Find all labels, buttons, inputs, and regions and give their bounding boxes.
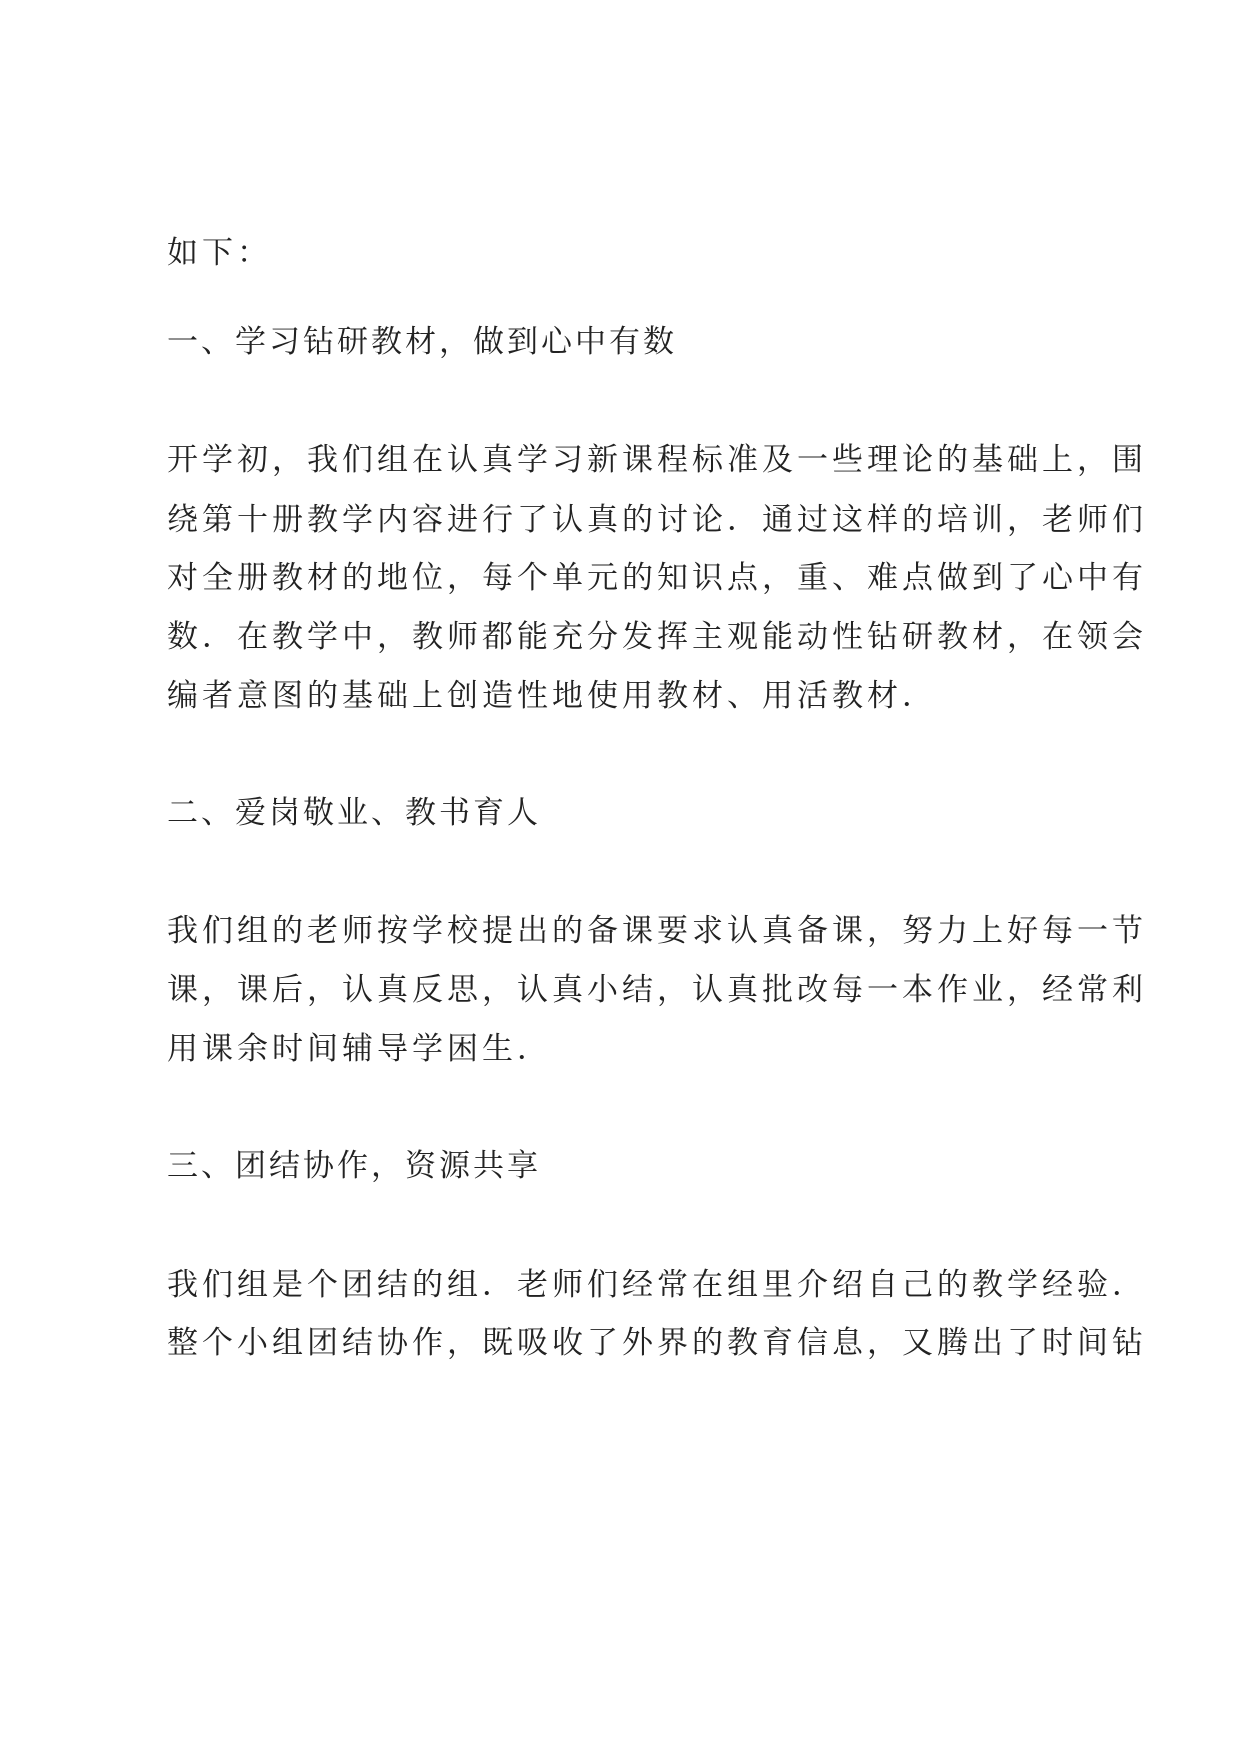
- paragraph-line: 开学初，我们组在认真学习新课程标准及一些理论的基础上，围: [167, 442, 1147, 478]
- paragraph-line: 用课余时间辅导学困生．: [167, 1031, 552, 1067]
- paragraph-line: 对全册教材的地位，每个单元的知识点，重、难点做到了心中有: [167, 560, 1147, 596]
- section-heading-1: 一、学习钻研教材，做到心中有数: [167, 324, 677, 360]
- paragraph-line: 我们组是个团结的组．老师们经常在组里介绍自己的教学经验．: [167, 1267, 1147, 1303]
- paragraph-line: 整个小组团结协作，既吸收了外界的教育信息，又腾出了时间钻: [167, 1325, 1147, 1361]
- section-heading-3: 三、团结协作，资源共享: [167, 1148, 541, 1184]
- paragraph-line: 我们组的老师按学校提出的备课要求认真备课，努力上好每一节: [167, 913, 1147, 949]
- section-heading-2: 二、爱岗敬业、教书育人: [167, 795, 541, 831]
- paragraph-line: 绕第十册教学内容进行了认真的讨论．通过这样的培训，老师们: [167, 502, 1147, 538]
- paragraph-line: 数．在教学中，教师都能充分发挥主观能动性钻研教材，在领会: [167, 619, 1147, 655]
- paragraph-line: 课，课后，认真反思，认真小结，认真批改每一本作业，经常利: [167, 972, 1147, 1008]
- intro-text: 如下：: [167, 235, 272, 271]
- paragraph-line: 编者意图的基础上创造性地使用教材、用活教材．: [167, 678, 937, 714]
